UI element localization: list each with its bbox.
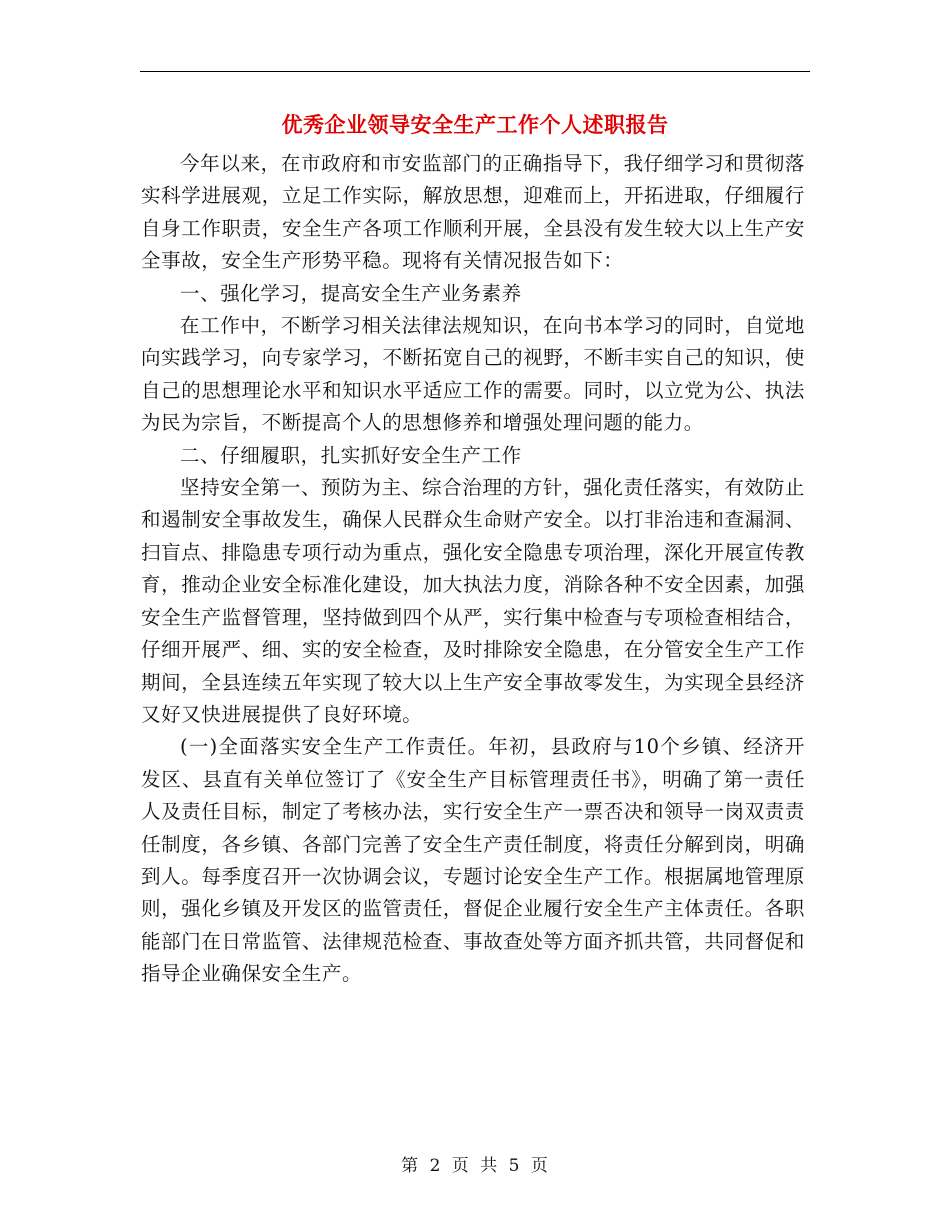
section-heading-2: 二、仔细履职，扎实抓好安全生产工作 <box>180 443 522 467</box>
page-number-footer: 第 2 页 共 5 页 <box>401 1156 549 1176</box>
subsection-1-paragraph: (一)全面落实安全生产工作责任。年初，县政府与10个乡镇、经济开发区、县直有关单位签订了《安全生产目标管理责任书》，明确了第一责任人及责任目标，制定了考核办法，实行安全生产一票否决和领导一岗双责责任制度，各乡镇、各部门完善了安全生产责任制度，将责任分解到岗，明确到人。每季度召开一次协调会议，专题讨论安全生产工作。根据属地管理原则，强化乡镇及开发区的监管责任，督促企业履行安全生产主体责任。各职能部门在日常监管、法律规范检查、事故查处等方面齐抓共管，共同督促和指导企业确保安全生产。 <box>141 735 805 986</box>
document-body <box>141 148 805 991</box>
header-rule <box>140 71 810 72</box>
document-title: 优秀企业领导安全生产工作个人述职报告 <box>281 112 669 137</box>
section-heading-1: 一、强化学习，提高安全生产业务素养 <box>180 281 522 305</box>
section-1-paragraph: 在工作中，不断学习相关法律法规知识，在向书本学习的同时，自觉地向实践学习，向专家学习，不断拓宽自己的视野，不断丰实自己的知识，使自己的思想理论水平和知识水平适应工作的需要。同时，以立党为公、执法为民为宗旨，不断提高个人的思想修养和增强处理问题的能力。 <box>141 314 805 435</box>
intro-paragraph: 今年以来，在市政府和市安监部门的正确指导下，我仔细学习和贯彻落实科学进展观，立足工作实际，解放思想，迎难而上，开拓进取，仔细履行自身工作职责，安全生产各项工作顺利开展，全县没有发生较大以上生产安全事故，安全生产形势平稳。现将有关情况报告如下： <box>141 152 805 273</box>
section-2-paragraph: 坚持安全第一、预防为主、综合治理的方针，强化责任落实，有效防止和遏制安全事故发生，确保人民群众生命财产安全。以打非治违和查漏洞、扫盲点、排隐患专项行动为重点，强化安全隐患专项治理，深化开展宣传教育，推动企业安全标准化建设，加大执法力度，消除各种不安全因素，加强安全生产监督管理，坚持做到四个从严，实行集中检查与专项检查相结合，仔细开展严、细、实的安全检查，及时排除安全隐患，在分管安全生产工作期间，全县连续五年实现了较大以上生产安全事故零发生，为实现全县经济又好又快进展提供了良好环境。 <box>141 476 805 726</box>
